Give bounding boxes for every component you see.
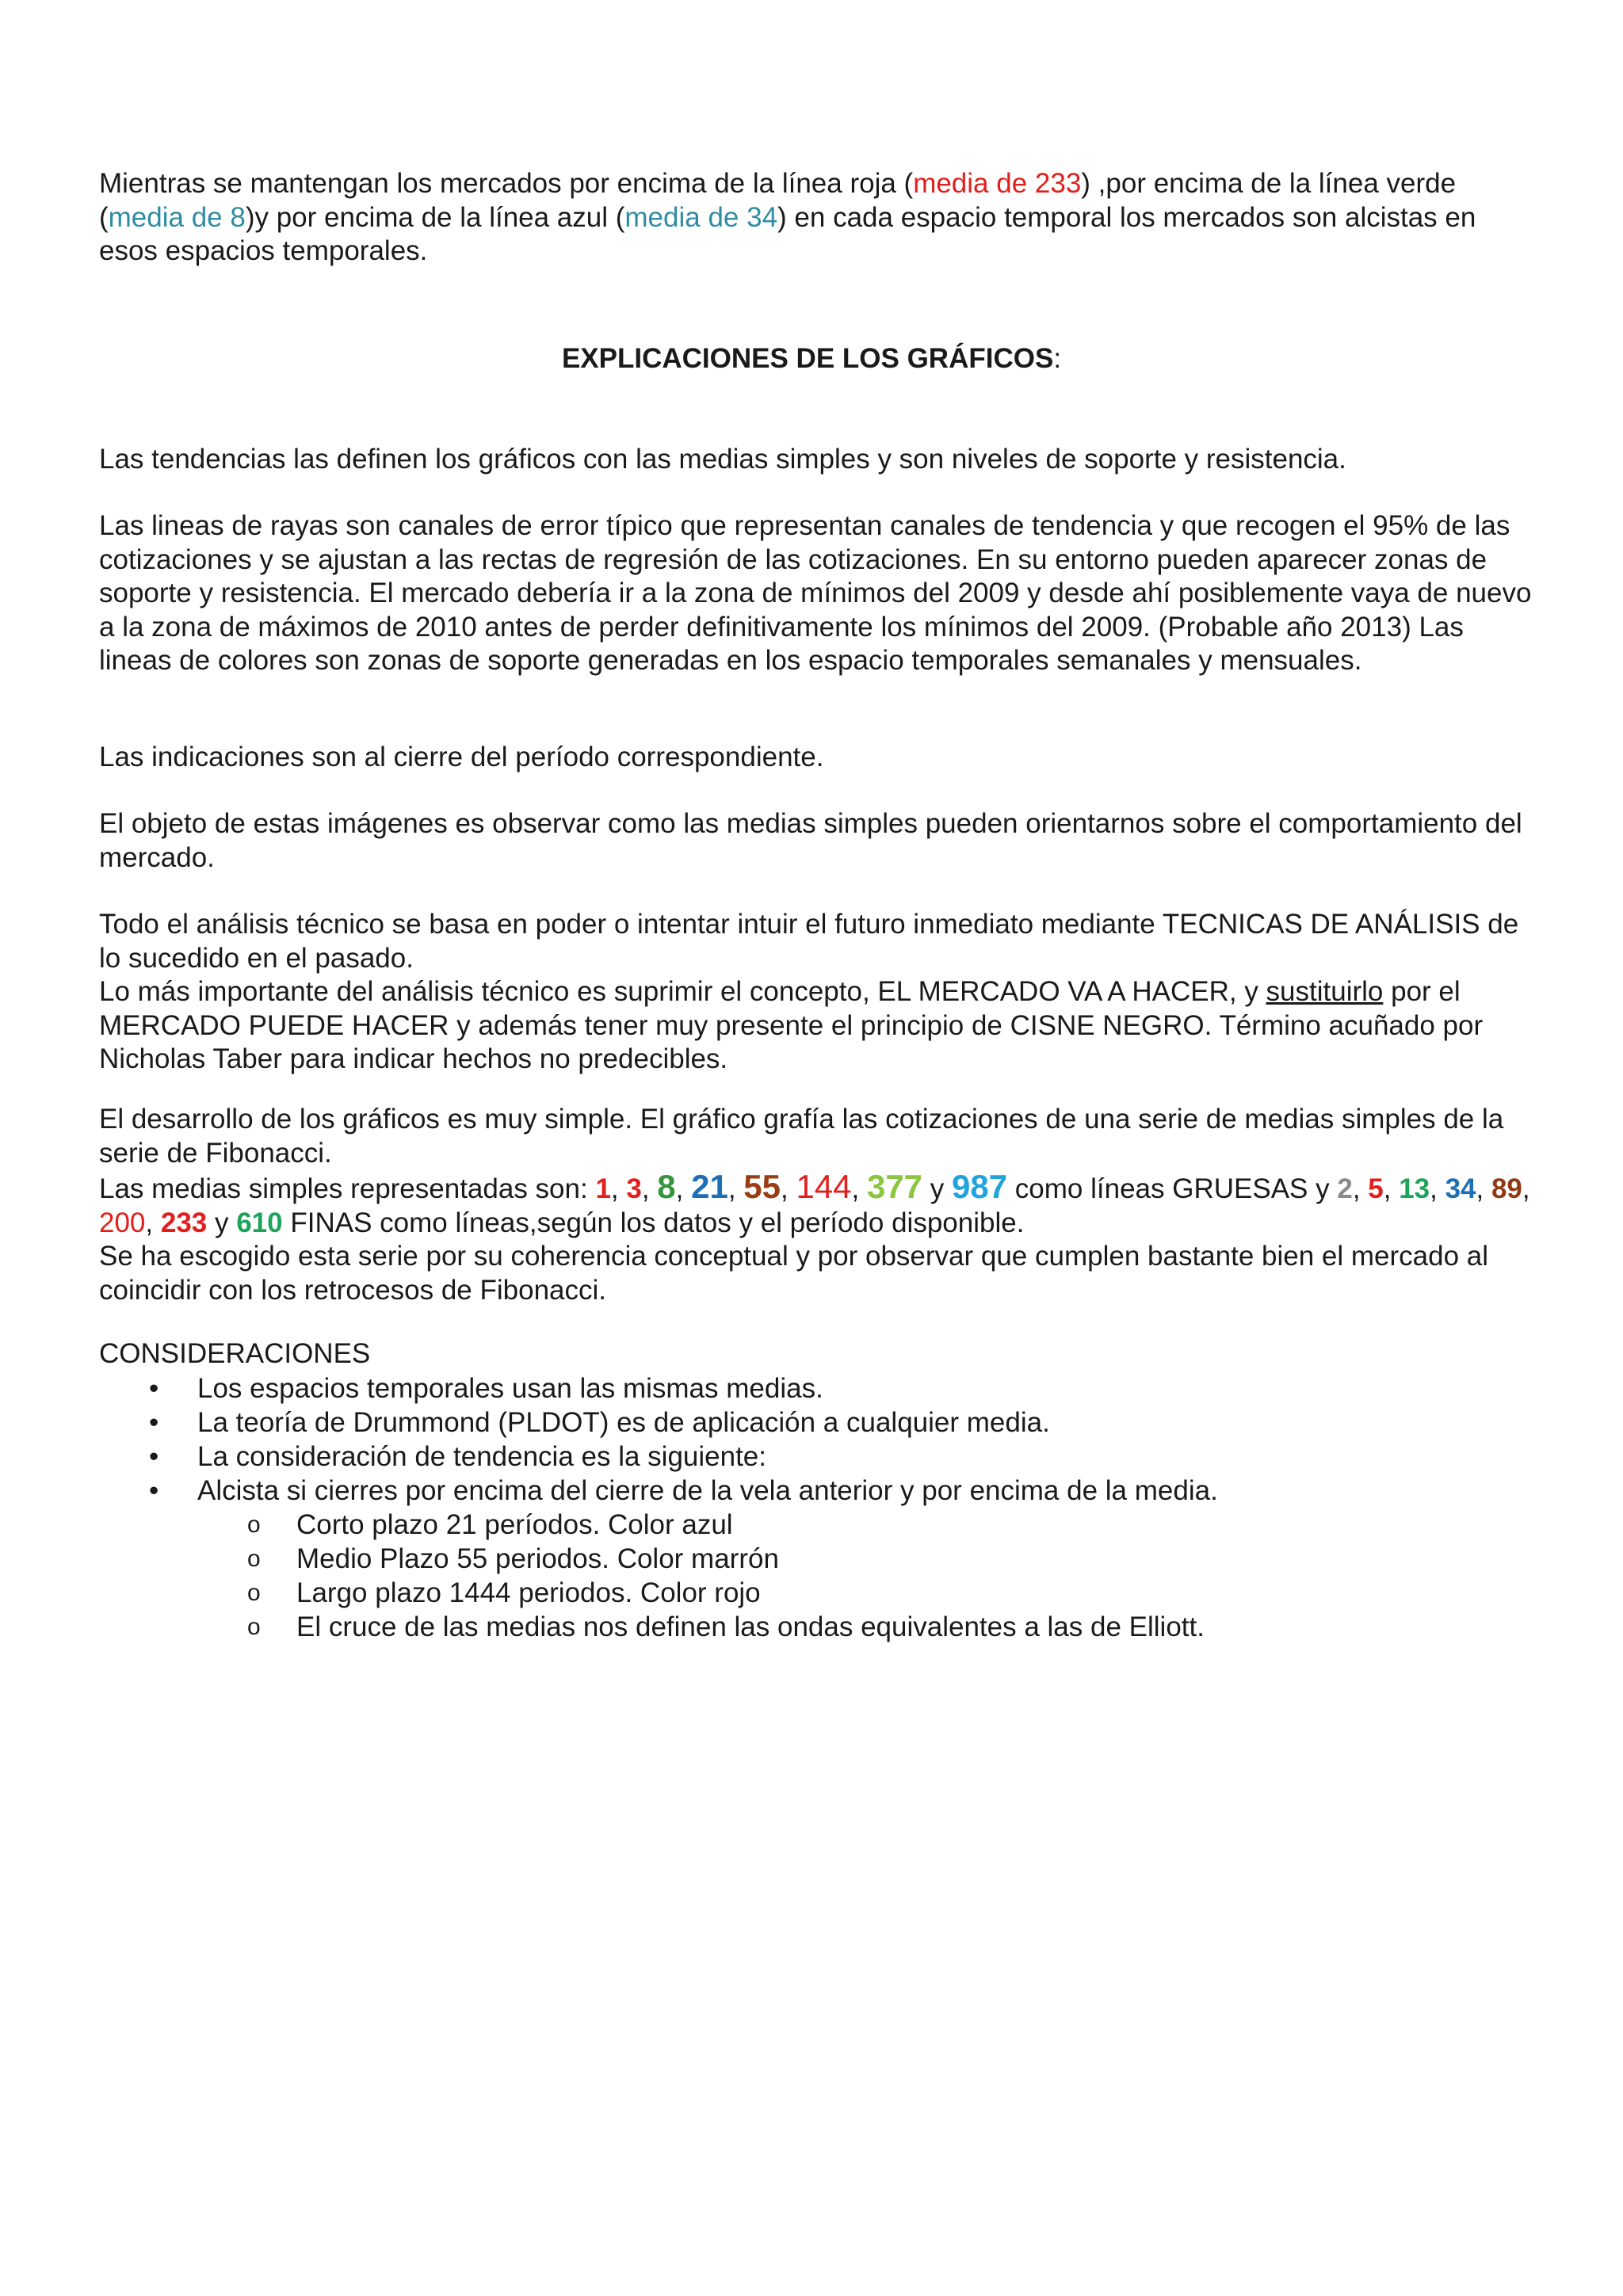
sub-list-item-text: Largo plazo 1444 periodos. Color rojo <box>296 1577 761 1608</box>
section-heading-title: EXPLICACIONES DE LOS GRÁFICOS <box>561 343 1054 374</box>
list-item <box>0 1405 1623 1440</box>
intro-text-2: ) ,por encima de la línea verde ( <box>99 168 1457 233</box>
separator: , <box>1522 1173 1530 1204</box>
bullet-icon: • <box>149 1407 159 1438</box>
fib-number: 1 <box>595 1173 611 1204</box>
considerations-title: CONSIDERACIONES <box>99 1338 371 1369</box>
separator: , <box>1476 1173 1491 1204</box>
list-item <box>0 1440 1623 1474</box>
considerations-list <box>0 1371 1623 1644</box>
underlined-word: sustituirlo <box>1266 976 1384 1007</box>
fibonacci-intro-text: El desarrollo de los gráficos es muy simple. El gráfico grafía las cotizaciones de una serie de medias simples de la serie de Fibonacci. <box>99 1104 1504 1169</box>
thin-lines-text: FINAS como líneas,según los datos y el período disponible. <box>282 1207 1025 1238</box>
separator: , <box>1430 1173 1445 1204</box>
list-item <box>0 1371 1623 1405</box>
list-item-text: La teoría de Drummond (PLDOT) es de aplicación a cualquier media. <box>197 1407 1050 1438</box>
sub-list-item <box>0 1610 1623 1644</box>
sub-list-item-text: Medio Plazo 55 periodos. Color marrón <box>296 1543 779 1574</box>
paragraph-channels: Las lineas de rayas son canales de error típico que representan canales de tendencia y que recogen el 95% de las cotizaciones y se ajustan a las rectas de regresión de las cotizaciones. En su entorno pueden aparecer zonas de soporte y resistencia. El mercado debería ir a la zona de mínimos del 2009 y desde ahí posiblemente vaya de nuevo a la zona de máximos de 2010 antes de perder definitivamente los mínimos del 2009. (Probable año 2013) Las lineas de colores son zonas de soporte generadas en los espacio temporales semanales y mensuales. <box>99 510 1532 676</box>
fib-number: 3 <box>626 1173 642 1204</box>
paragraph-fibonacci <box>99 1103 1541 1307</box>
conjunction: y <box>922 1173 952 1204</box>
separator: , <box>610 1173 627 1204</box>
separator: , <box>641 1173 658 1204</box>
fibonacci-conclusion-text: Se ha escogido esta serie por su coherencia conceptual y por observar que cumplen bastante bien el mercado al coincidir con los retrocesos de Fibonacci. <box>99 1241 1489 1306</box>
separator: , <box>675 1173 692 1204</box>
bullet-icon: • <box>149 1373 159 1404</box>
fib-number: 233 <box>160 1207 208 1238</box>
separator: , <box>1352 1173 1369 1204</box>
sub-list-item-text: El cruce de las medias nos definen las ondas equivalentes a las de Elliott. <box>296 1611 1205 1642</box>
paragraph-trends: Las tendencias las definen los gráficos con las medias simples y son niveles de soporte y resistencia. <box>99 444 1346 475</box>
separator: , <box>1383 1173 1400 1204</box>
fib-number: 21 <box>691 1168 728 1205</box>
fib-number: 200 <box>99 1207 146 1238</box>
bullet-icon: • <box>149 1441 159 1472</box>
list-item-text: Alcista si cierres por encima del cierre de la vela anterior y por encima de la media. <box>197 1475 1218 1506</box>
intro-text-4: ) en cada espacio temporal los mercados son alcistas en esos espacios temporales. <box>99 201 1476 266</box>
section-heading <box>0 342 1623 376</box>
fib-number: 13 <box>1399 1173 1430 1204</box>
black-swan-text-1: Lo más importante del análisis técnico es suprimir el concepto, EL MERCADO VA A HACER, y <box>99 976 1266 1007</box>
fib-number: 55 <box>743 1168 781 1205</box>
fib-number: 34 <box>1445 1173 1476 1204</box>
sub-list-item <box>0 1576 1623 1610</box>
black-swan-text-2: por el MERCADO PUEDE HACER y además tener muy presente el principio de CISNE NEGRO. Término acuñado por Nicholas Taber para indicar hechos no predecibles. <box>99 976 1484 1074</box>
fib-number: 89 <box>1491 1173 1522 1204</box>
averages-prefix: Las medias simples representadas son: <box>99 1173 596 1204</box>
circle-bullet-icon: o <box>247 1546 261 1572</box>
sub-list-item <box>0 1508 1623 1542</box>
intro-paragraph <box>99 167 1541 269</box>
separator: , <box>780 1173 796 1204</box>
fib-number: 987 <box>952 1168 1008 1205</box>
fib-number: 2 <box>1337 1173 1353 1204</box>
fib-number: 377 <box>866 1168 923 1205</box>
fib-number: 5 <box>1368 1173 1384 1204</box>
circle-bullet-icon: o <box>247 1512 261 1538</box>
list-item-text: La consideración de tendencia es la siguiente: <box>197 1441 766 1472</box>
paragraph-indications: Las indicaciones son al cierre del período correspondiente. <box>99 742 824 772</box>
list-item-text: Los espacios temporales usan las mismas medias. <box>197 1373 823 1404</box>
separator: , <box>145 1207 161 1238</box>
separator: , <box>851 1173 867 1204</box>
paragraph-objective: El objeto de estas imágenes es observar como las medias simples pueden orientarnos sobre el comportamiento del mercado. <box>99 808 1522 873</box>
sub-list-item <box>0 1542 1623 1576</box>
fib-number: 8 <box>657 1168 676 1205</box>
sub-list-item-text: Corto plazo 21 períodos. Color azul <box>296 1509 733 1540</box>
intro-text-3: )y por encima de la línea azul ( <box>245 201 625 233</box>
fib-number: 144 <box>796 1168 852 1205</box>
red-average-label: media de 233 <box>913 168 1082 199</box>
bullet-icon: • <box>149 1475 159 1506</box>
thick-lines-text: como líneas GRUESAS y <box>1007 1173 1338 1204</box>
technical-analysis-text: Todo el análisis técnico se basa en poder o intentar intuir el futuro inmediato mediante TECNICAS DE ANÁLISIS de lo sucedido en el pasado. <box>99 909 1519 974</box>
intro-text-1: Mientras se mantengan los mercados por encima de la línea roja ( <box>99 168 914 199</box>
circle-bullet-icon: o <box>247 1614 261 1640</box>
conjunction: y <box>207 1207 237 1238</box>
section-heading-colon: : <box>1053 343 1062 374</box>
circle-bullet-icon: o <box>247 1580 261 1606</box>
fib-number: 610 <box>236 1207 283 1238</box>
separator: , <box>727 1173 744 1204</box>
list-item <box>0 1474 1623 1508</box>
green-average-label: media de 8 <box>108 201 246 233</box>
blue-average-label: media de 34 <box>624 201 778 233</box>
paragraph-technical-analysis <box>99 908 1541 1077</box>
